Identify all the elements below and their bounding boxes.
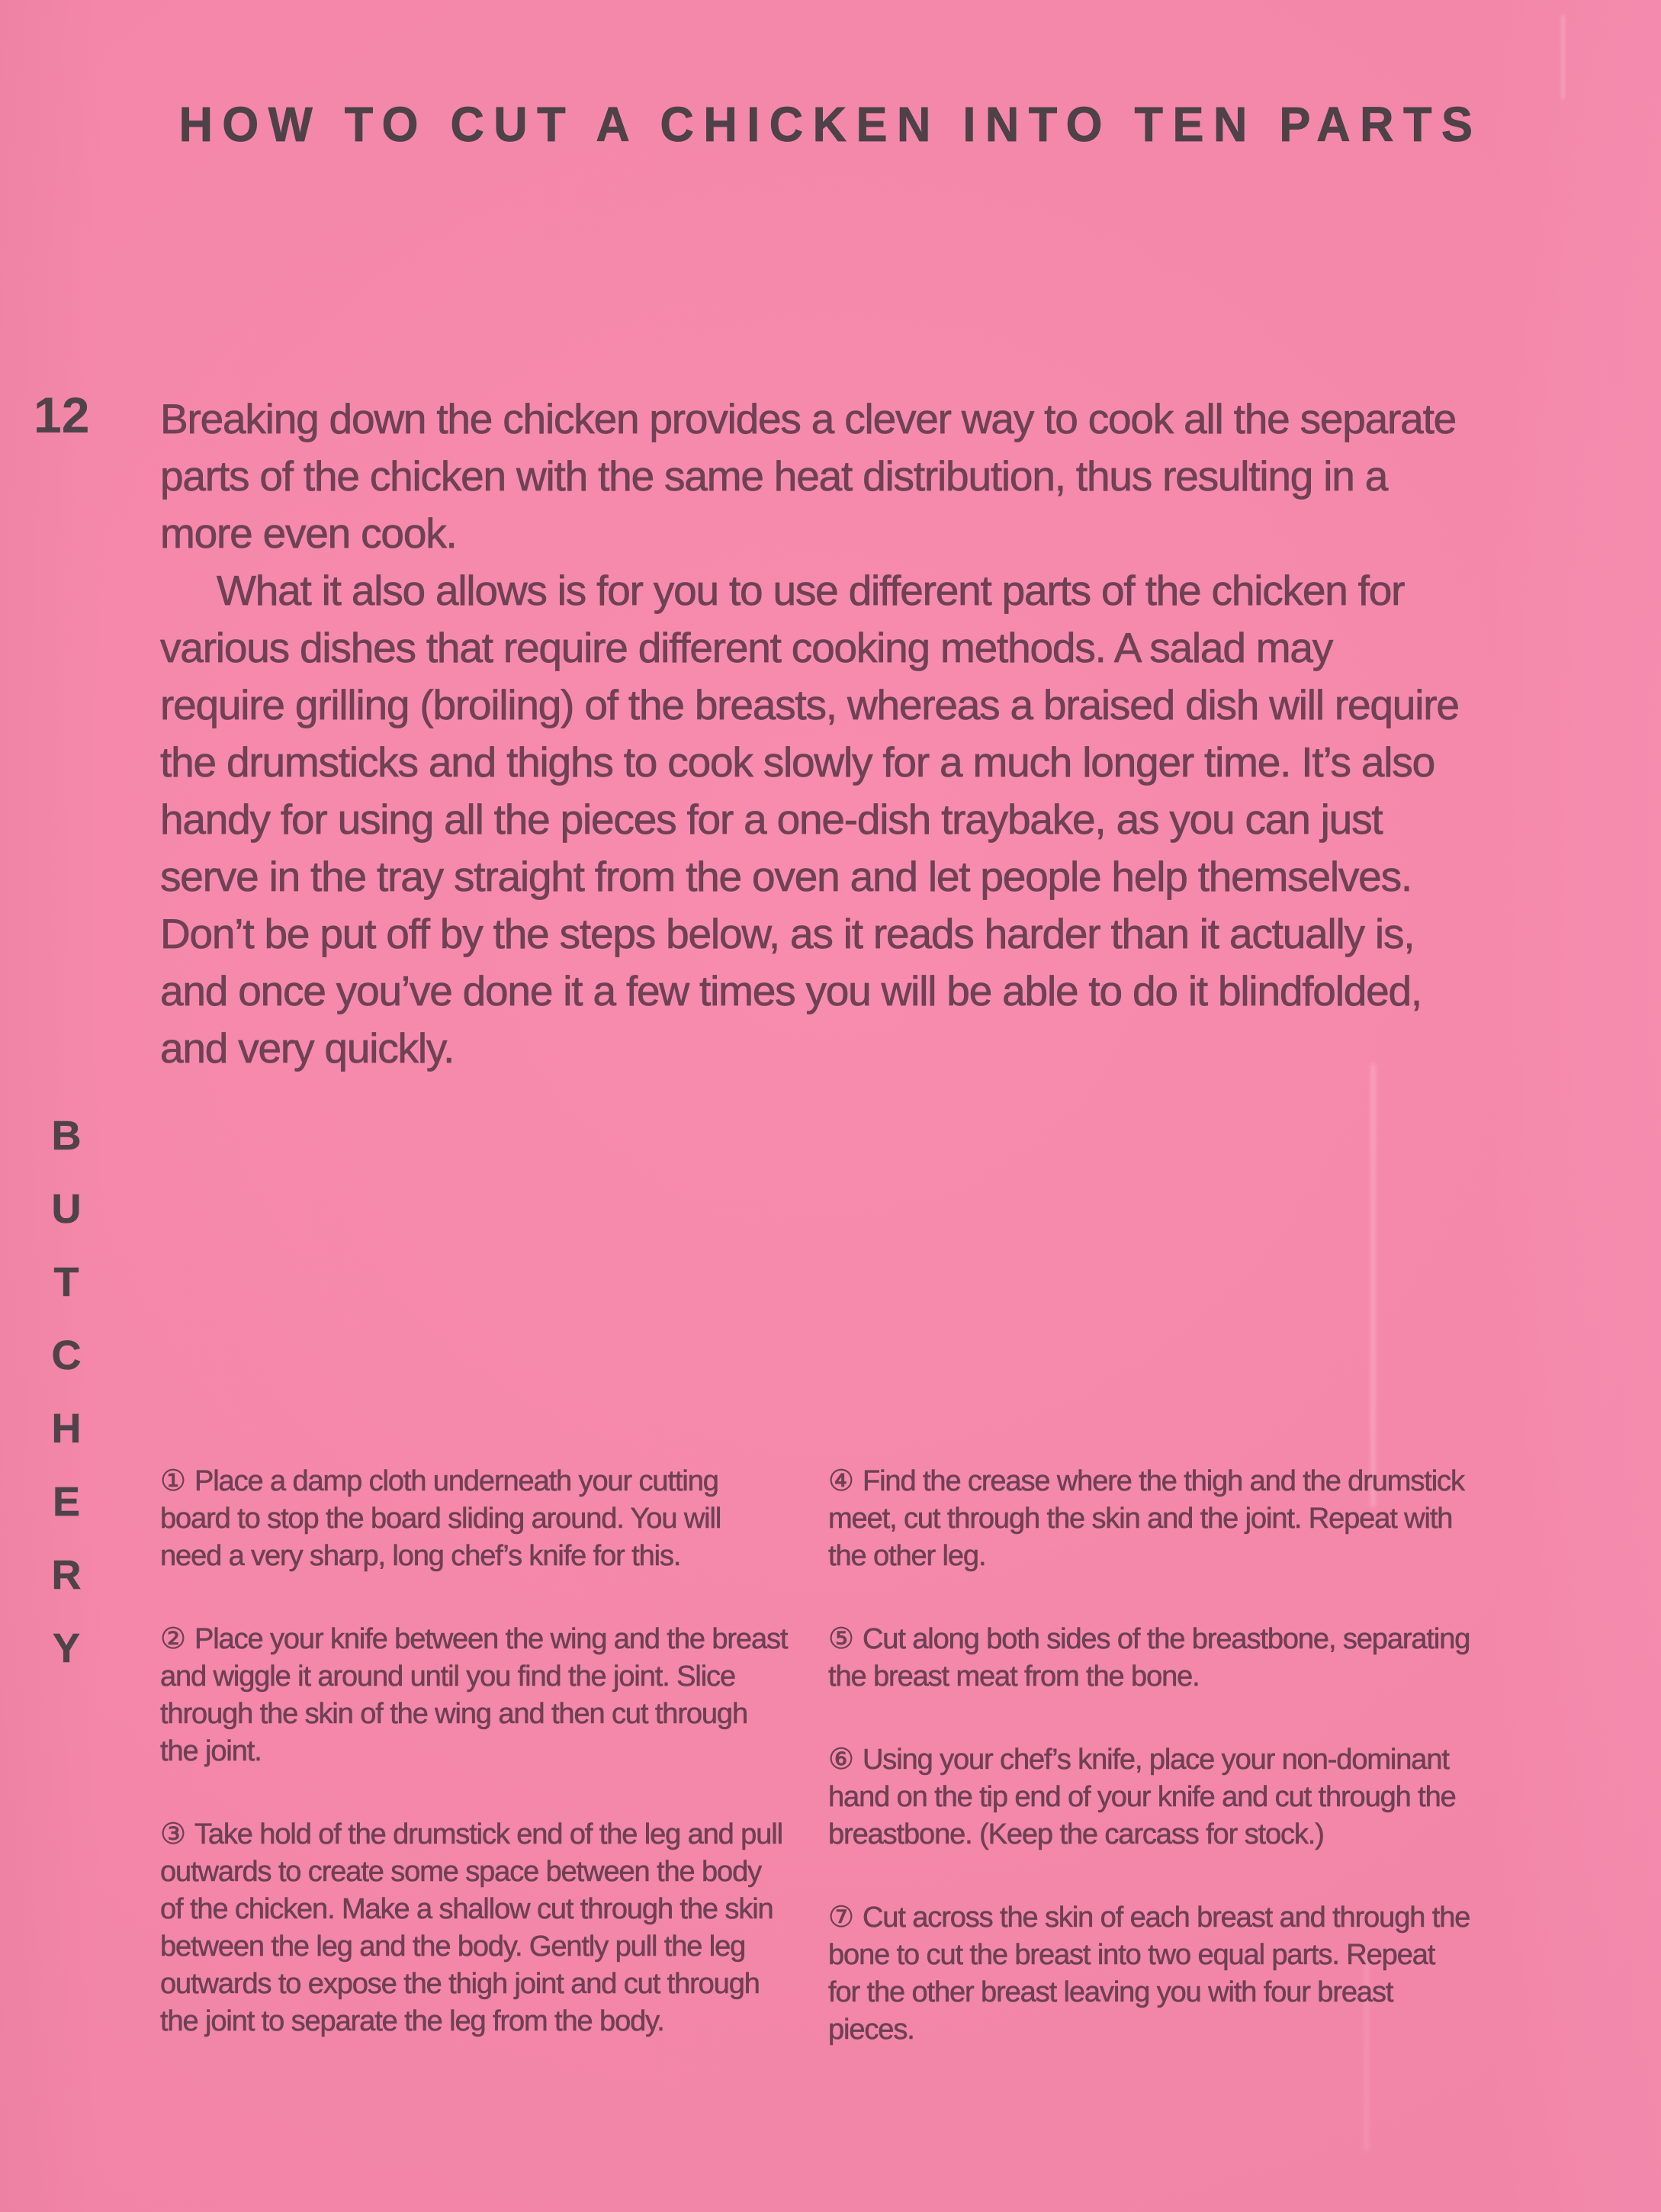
- step-2-number: ②: [160, 1623, 185, 1655]
- chapter-letter: B: [51, 1113, 82, 1159]
- step-7-number: ⑦: [828, 1902, 853, 1934]
- step-1-text: Place a damp cloth underneath your cutting board to stop the board sliding around. You will need a very sharp, long chef’s knife for this.: [160, 1465, 721, 1572]
- step-1: [160, 1463, 789, 1575]
- step-3: [160, 1816, 789, 2040]
- step-4-number: ④: [828, 1465, 853, 1497]
- page-title: HOW TO CUT A CHICKEN INTO TEN PARTS: [178, 97, 1483, 152]
- step-1-number: ①: [160, 1465, 185, 1497]
- intro-text: [160, 391, 1464, 1077]
- chapter-letter: H: [51, 1406, 82, 1452]
- step-7: [828, 1899, 1472, 2049]
- steps-column-left: [160, 1463, 789, 2086]
- step-5: [828, 1621, 1472, 1696]
- steps-column-right: [828, 1463, 1472, 2095]
- step-4-text: Find the crease where the thigh and the drumstick meet, cut through the skin and the joint. Repeat with the other leg.: [828, 1465, 1464, 1572]
- paper-crease: [1562, 15, 1564, 99]
- step-7-text: Cut across the skin of each breast and through the bone to cut the breast into two equal parts. Repeat for the other breast leaving you with four breast pieces.: [828, 1902, 1470, 2046]
- chapter-letter: E: [52, 1479, 81, 1525]
- paper-crease: [1371, 1064, 1375, 1506]
- chapter-letter: U: [51, 1186, 82, 1232]
- intro-paragraph-2: What it also allows is for you to use different parts of the chicken for various dishes that require different cooking methods. A salad may require grilling (broiling) of the breasts, whereas a braised dish will require the drumsticks and thighs to cook slowly for a much longer time. It’s also handy for using all the pieces for a one-dish traybake, as you can just serve in the tray straight from the oven and let people help themselves. Don’t be put off by the steps below, as it reads harder than it actually is, and once you’ve done it a few times you will be able to do it blindfolded, and very quickly.: [160, 567, 1459, 1072]
- step-6: [828, 1741, 1472, 1854]
- step-3-text: Take hold of the drumstick end of the leg and pull outwards to create some space between the body of the chicken. Make a shallow cut through the skin between the leg and the body. Gently pull the leg outwards to expose the thigh joint and cut through the joint to separate the leg from the body.: [160, 1818, 782, 2037]
- chapter-letter: R: [51, 1552, 82, 1598]
- step-2: [160, 1621, 789, 1770]
- step-6-number: ⑥: [828, 1744, 853, 1776]
- chapter-label-butchery: [40, 1112, 93, 1698]
- step-4: [828, 1463, 1472, 1575]
- step-6-text: Using your chef’s knife, place your non-dominant hand on the tip end of your knife and cut through the breastbone. (Keep the carcass for stock.): [828, 1744, 1456, 1850]
- step-5-number: ⑤: [828, 1623, 853, 1655]
- chapter-letter: C: [51, 1333, 82, 1378]
- chapter-letter: Y: [52, 1625, 81, 1671]
- intro-paragraph-1: Breaking down the chicken provides a clever way to cook all the separate parts of the chicken with the same heat distribution, thus resulting in a more even cook.: [160, 395, 1457, 557]
- step-3-number: ③: [160, 1818, 185, 1850]
- chapter-letter: T: [53, 1259, 79, 1305]
- step-2-text: Place your knife between the wing and the breast and wiggle it around until you find the joint. Slice through the skin of the wing and then cut through the joint.: [160, 1623, 788, 1767]
- page-number: 12: [34, 387, 90, 443]
- step-5-text: Cut along both sides of the breastbone, separating the breast meat from the bone.: [828, 1623, 1470, 1693]
